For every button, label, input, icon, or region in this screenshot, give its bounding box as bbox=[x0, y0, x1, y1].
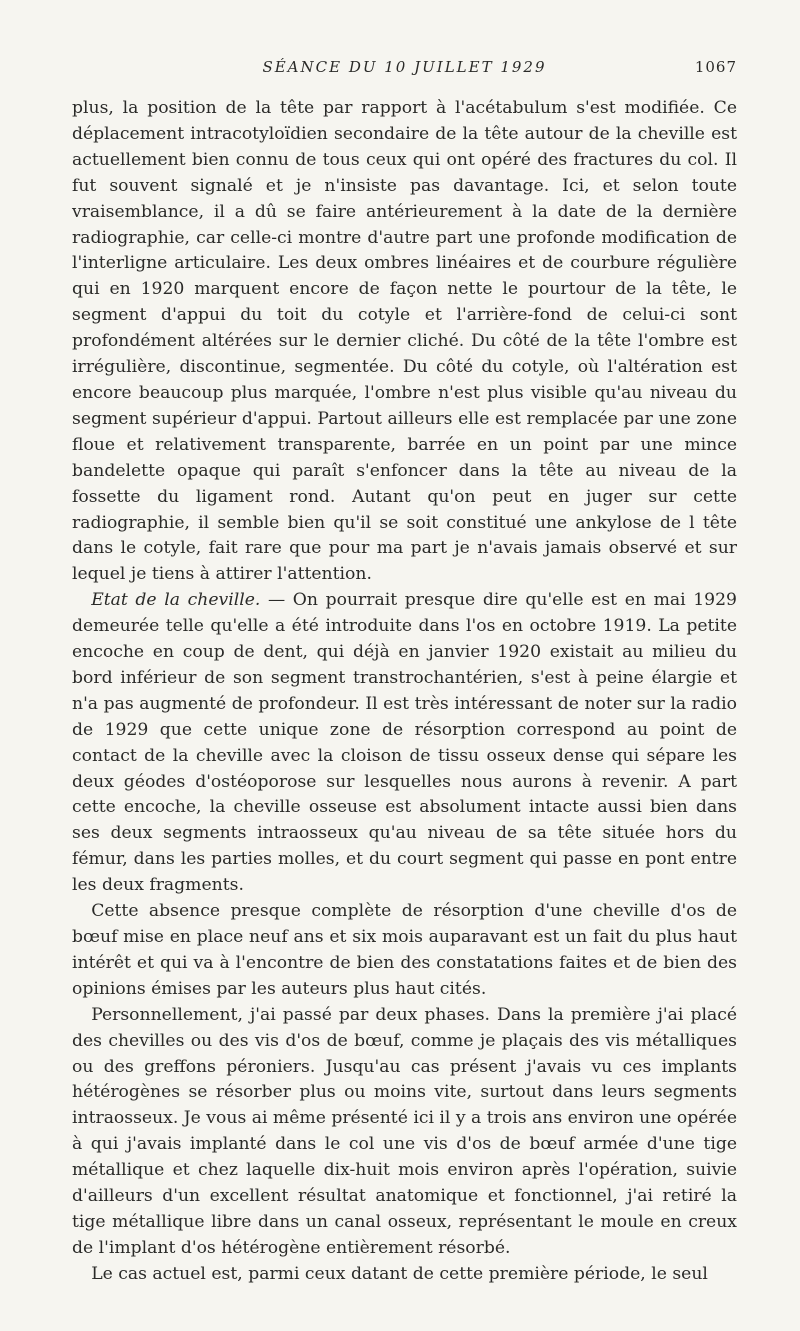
paragraph-5-text: Le cas actuel est, parmi ceux datant de cette première période, le seul bbox=[91, 1263, 708, 1284]
paragraph-3 bbox=[72, 899, 737, 1003]
page-number: 1067 bbox=[694, 58, 737, 76]
paragraph-4 bbox=[72, 1003, 737, 1262]
paragraph-3-text: Cette absence presque complète de résorption d'une cheville d'os de bœuf mise en place neuf ans et six mois auparavant est un fait du plus haut intérêt et qui va à l'encontre de bien des constatations faites et de bien des opinions émises par les auteurs plus haut cités. bbox=[72, 901, 737, 999]
paragraph-2-lead-in: Etat de la cheville. bbox=[91, 590, 261, 611]
paragraph-2 bbox=[72, 588, 737, 899]
running-header bbox=[72, 58, 737, 84]
body-text bbox=[72, 96, 737, 1288]
running-title: SÉANCE DU 10 JUILLET 1929 bbox=[262, 58, 547, 76]
paragraph-5 bbox=[72, 1262, 737, 1288]
paragraph-2-text: — On pourrait presque dire qu'elle est en mai 1929 demeurée telle qu'elle a été introduite dans l'os en octobre 1919. La petite encoche en coup de dent, qui déjà en janvier 1920 existait au milieu du bord inférieur de son segment transtrochantérien, s'est à peine élargie et n'a pas augmenté de profondeur. Il est très intéressant de noter sur la radio de 1929 que cette unique zone de résorption correspond au point de contact de la cheville avec la cloison de tissu osseux dense qui sépare les deux géodes d'ostéoporose sur lesquelles nous aurons à revenir. A part cette encoche, la cheville osseuse est absolument intacte aussi bien dans ses deux segments intraosseux qu'au niveau de sa tête située hors du fémur, dans les parties molles, et du court segment qui passe en pont entre les deux fragments. bbox=[72, 590, 737, 896]
paragraph-1: plus, la position de la tête par rapport à l'acétabulum s'est modifiée. Ce déplacement intracotyloïdien secondaire de la tête autour de la cheville est actuellement bien connu de tous ceux qui ont opéré des fractures du col. Il fut souvent signalé et je n'insiste pas davantage. Ici, et selon toute vraisemblance, il a dû se faire antérieurement à la date de la dernière radiographie, car celle-ci montre d'autre part une profonde modification de l'interligne articulaire. Les deux ombres linéaires et de courbure régulière qui en 1920 marquent encore de façon nette le pourtour de la tête, le segment d'appui du toit du cotyle et l'arrière-fond de celui-ci sont profondément altérées sur le dernier cliché. Du côté de la tête l'ombre est irrégulière, discontinue, segmentée. Du côté du cotyle, où l'altération est encore beaucoup plus marquée, l'ombre n'est plus visible qu'au niveau du segment supérieur d'appui. Partout ailleurs elle est remplacée par une zone floue et relativement transparente, barrée en un point par une mince bandelette opaque qui paraît s'enfoncer dans la tête au niveau de la fossette du ligament rond. Autant qu'on peut en juger sur cette radiographie, il semble bien qu'il se soit constitué une ankylose de l tête dans le cotyle, fait rare que pour ma part je n'avais jamais observé et sur lequel je tiens à attirer l'attention. bbox=[72, 98, 737, 585]
document-page bbox=[72, 58, 737, 1288]
paragraph-4-text: Personnellement, j'ai passé par deux phases. Dans la première j'ai placé des chevilles ou des vis d'os de bœuf, comme je plaçais des vis métalliques ou des greffons péroniers. Jusqu'au cas présent j'avais vu ces implants hétérogènes se résorber plus ou moins vite, surtout dans leurs segments intraosseux. Je vous ai même présenté ici il y a trois ans environ une opérée à qui j'avais implanté dans le col une vis d'os de bœuf armée d'une tige métallique et chez laquelle dix-huit mois environ après l'opération, suivie d'ailleurs d'un excellent résultat anatomique et fonctionnel, j'ai retiré la tige métallique libre dans un canal osseux, représentant le moule en creux de l'implant d'os hétérogène entièrement résorbé. bbox=[72, 1004, 738, 1258]
